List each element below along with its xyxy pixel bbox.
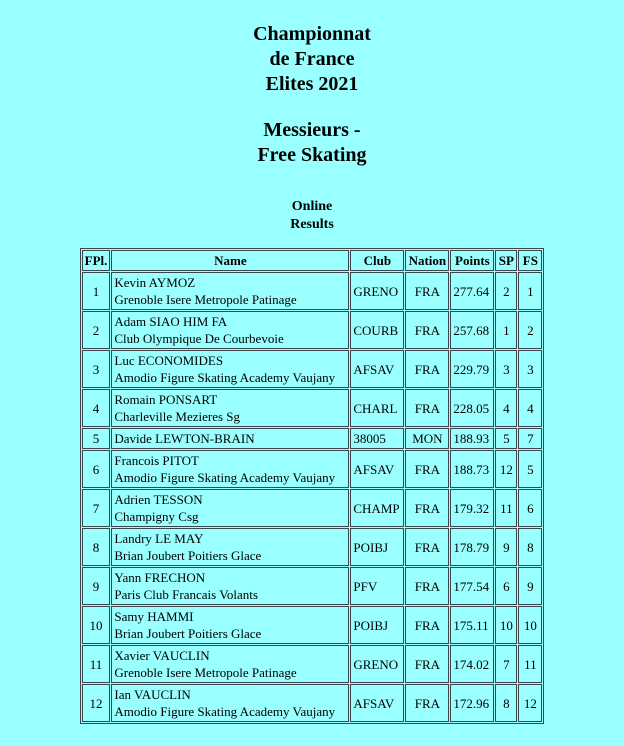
nation-cell: FRA <box>405 450 449 488</box>
name-cell <box>111 528 349 566</box>
fs-cell: 7 <box>518 428 542 449</box>
club-cell: COURB <box>350 311 404 349</box>
sp-cell: 2 <box>495 272 517 310</box>
skater-name: Adam SIAO HIM FA <box>114 314 228 329</box>
nation-cell: FRA <box>405 645 449 683</box>
club-cell: AFSAV <box>350 450 404 488</box>
fs-cell: 3 <box>518 350 542 388</box>
table-row <box>82 489 543 527</box>
rank-cell: 11 <box>82 645 111 683</box>
points-cell: 188.93 <box>450 428 494 449</box>
points-cell: 174.02 <box>450 645 494 683</box>
header-cell-nation: Nation <box>405 250 449 271</box>
skater-club-name: Amodio Figure Skating Academy Vaujany <box>114 704 336 719</box>
results-table <box>80 248 545 724</box>
sp-cell: 6 <box>495 567 517 605</box>
club-cell: GRENO <box>350 272 404 310</box>
section-heading-line-2: Results <box>290 217 334 232</box>
name-cell <box>111 684 349 722</box>
header-cell-club: Club <box>350 250 404 271</box>
header-cell-name: Name <box>111 250 349 271</box>
header-cell-fs: FS <box>518 250 542 271</box>
name-cell <box>111 450 349 488</box>
skater-club-name: Brian Joubert Poitiers Glace <box>114 626 262 641</box>
header-cell-fpl: FPl. <box>82 250 111 271</box>
name-cell <box>111 606 349 644</box>
fs-cell: 8 <box>518 528 542 566</box>
rank-cell: 7 <box>82 489 111 527</box>
rank-cell: 6 <box>82 450 111 488</box>
club-cell: AFSAV <box>350 350 404 388</box>
fs-cell: 9 <box>518 567 542 605</box>
name-cell <box>111 389 349 427</box>
name-cell <box>111 350 349 388</box>
skater-name: Francois PITOT <box>114 453 199 468</box>
nation-cell: FRA <box>405 389 449 427</box>
nation-cell: FRA <box>405 528 449 566</box>
rank-cell: 12 <box>82 684 111 722</box>
page-title-line-3: Elites 2021 <box>265 73 359 95</box>
sp-cell: 5 <box>495 428 517 449</box>
skater-club-name: Grenoble Isere Metropole Patinage <box>114 292 297 307</box>
section-heading <box>0 198 624 234</box>
page-title-line-2: de France <box>269 48 355 70</box>
sp-cell: 1 <box>495 311 517 349</box>
header-cell-points: Points <box>450 250 494 271</box>
table-row <box>82 428 543 449</box>
rank-cell: 2 <box>82 311 111 349</box>
points-cell: 228.05 <box>450 389 494 427</box>
rank-cell: 9 <box>82 567 111 605</box>
event-subtitle-line-2: Free Skating <box>257 144 367 166</box>
name-cell <box>111 311 349 349</box>
nation-cell: FRA <box>405 606 449 644</box>
results-header-row <box>82 250 543 271</box>
skater-club-name: Paris Club Francais Volants <box>114 587 258 602</box>
table-row <box>82 528 543 566</box>
skater-name: Luc ECONOMIDES <box>114 353 224 368</box>
page-title <box>0 22 624 97</box>
points-cell: 277.64 <box>450 272 494 310</box>
points-cell: 188.73 <box>450 450 494 488</box>
skater-name: Landry LE MAY <box>114 531 204 546</box>
skater-club-name: Amodio Figure Skating Academy Vaujany <box>114 370 336 385</box>
event-subtitle <box>0 118 624 168</box>
sp-cell: 7 <box>495 645 517 683</box>
points-cell: 175.11 <box>450 606 494 644</box>
table-row <box>82 645 543 683</box>
rank-cell: 4 <box>82 389 111 427</box>
nation-cell: MON <box>405 428 449 449</box>
name-cell <box>111 428 349 449</box>
fs-cell: 5 <box>518 450 542 488</box>
club-cell: CHAMP <box>350 489 404 527</box>
name-cell <box>111 567 349 605</box>
fs-cell: 1 <box>518 272 542 310</box>
skater-name: Davide LEWTON-BRAIN <box>114 431 255 446</box>
nation-cell: FRA <box>405 684 449 722</box>
rank-cell: 1 <box>82 272 111 310</box>
club-cell: PFV <box>350 567 404 605</box>
skater-name: Adrien TESSON <box>114 492 203 507</box>
skater-club-name: Grenoble Isere Metropole Patinage <box>114 665 297 680</box>
event-subtitle-line-1: Messieurs - <box>263 119 361 141</box>
table-row <box>82 350 543 388</box>
skater-name: Yann FRECHON <box>114 570 206 585</box>
nation-cell: FRA <box>405 272 449 310</box>
name-cell <box>111 272 349 310</box>
club-cell: POIBJ <box>350 606 404 644</box>
sp-cell: 10 <box>495 606 517 644</box>
sp-cell: 9 <box>495 528 517 566</box>
points-cell: 172.96 <box>450 684 494 722</box>
skater-club-name: Amodio Figure Skating Academy Vaujany <box>114 470 336 485</box>
fs-cell: 4 <box>518 389 542 427</box>
skater-club-name: Brian Joubert Poitiers Glace <box>114 548 262 563</box>
rank-cell: 5 <box>82 428 111 449</box>
points-cell: 177.54 <box>450 567 494 605</box>
sp-cell: 4 <box>495 389 517 427</box>
points-cell: 257.68 <box>450 311 494 349</box>
nation-cell: FRA <box>405 489 449 527</box>
skater-name: Romain PONSART <box>114 392 218 407</box>
fs-cell: 6 <box>518 489 542 527</box>
points-cell: 178.79 <box>450 528 494 566</box>
skater-name: Ian VAUCLIN <box>114 687 191 702</box>
skater-name: Samy HAMMI <box>114 609 194 624</box>
page-title-line-1: Championnat <box>253 23 371 45</box>
rank-cell: 10 <box>82 606 111 644</box>
header-cell-sp: SP <box>495 250 517 271</box>
name-cell <box>111 645 349 683</box>
skater-club-name: Charleville Mezieres Sg <box>114 409 241 424</box>
table-row <box>82 606 543 644</box>
table-row <box>82 272 543 310</box>
section-heading-line-1: Online <box>291 199 333 214</box>
sp-cell: 12 <box>495 450 517 488</box>
club-cell: AFSAV <box>350 684 404 722</box>
nation-cell: FRA <box>405 350 449 388</box>
skater-name: Xavier VAUCLIN <box>114 648 210 663</box>
club-cell: CHARL <box>350 389 404 427</box>
skater-club-name: Club Olympique De Courbevoie <box>114 331 284 346</box>
results-table-body <box>82 272 543 722</box>
fs-cell: 2 <box>518 311 542 349</box>
name-cell <box>111 489 349 527</box>
points-cell: 229.79 <box>450 350 494 388</box>
nation-cell: FRA <box>405 311 449 349</box>
club-cell: 38005 <box>350 428 404 449</box>
rank-cell: 8 <box>82 528 111 566</box>
nation-cell: FRA <box>405 567 449 605</box>
sp-cell: 11 <box>495 489 517 527</box>
fs-cell: 11 <box>518 645 542 683</box>
points-cell: 179.32 <box>450 489 494 527</box>
table-row <box>82 684 543 722</box>
club-cell: GRENO <box>350 645 404 683</box>
fs-cell: 12 <box>518 684 542 722</box>
table-row <box>82 567 543 605</box>
rank-cell: 3 <box>82 350 111 388</box>
sp-cell: 3 <box>495 350 517 388</box>
table-row <box>82 389 543 427</box>
skater-name: Kevin AYMOZ <box>114 275 196 290</box>
sp-cell: 8 <box>495 684 517 722</box>
table-row <box>82 311 543 349</box>
fs-cell: 10 <box>518 606 542 644</box>
table-row <box>82 450 543 488</box>
skater-club-name: Champigny Csg <box>114 509 199 524</box>
club-cell: POIBJ <box>350 528 404 566</box>
